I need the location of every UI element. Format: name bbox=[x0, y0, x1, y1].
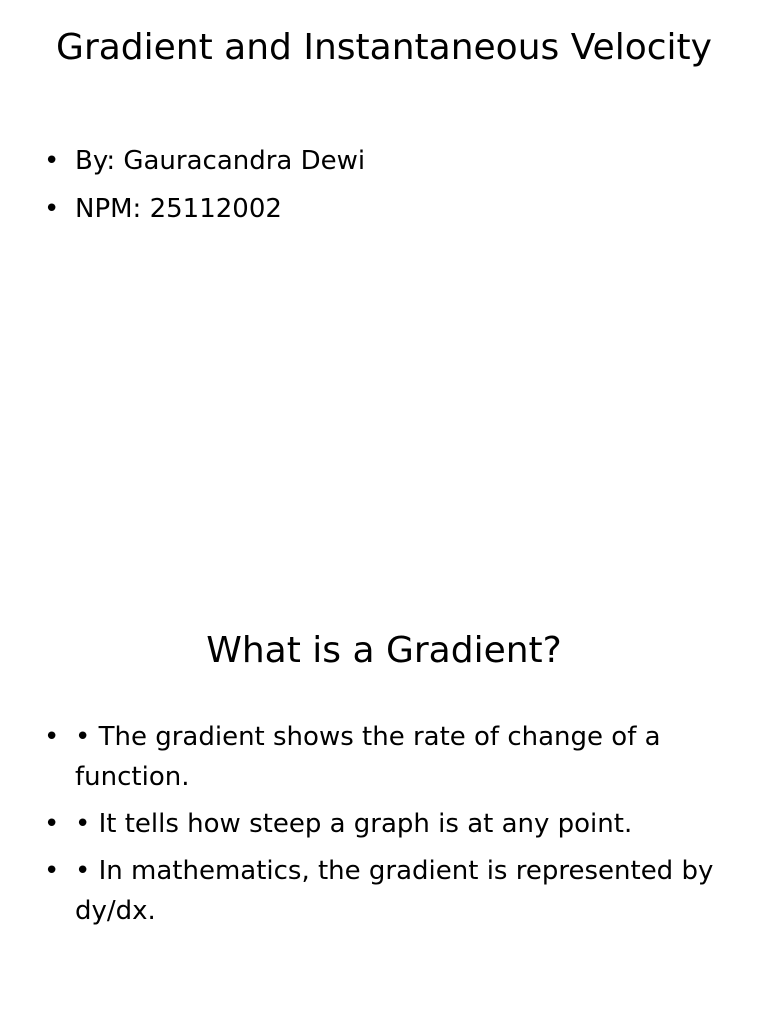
bullet-text: By: Gauracandra Dewi bbox=[75, 146, 366, 176]
bullet-item bbox=[40, 851, 720, 931]
bullet-item bbox=[40, 189, 720, 229]
bullet-text: • It tells how steep a graph is at any point. bbox=[75, 809, 633, 839]
bullet-dot-icon: • bbox=[44, 722, 60, 752]
bullet-item bbox=[40, 141, 720, 181]
slide-1-bullet-list bbox=[40, 141, 720, 237]
bullet-text: • The gradient shows the rate of change of a function. bbox=[75, 722, 661, 792]
bullet-item bbox=[40, 717, 720, 797]
bullet-dot-icon: • bbox=[44, 809, 60, 839]
slide-2-title: What is a Gradient? bbox=[206, 630, 562, 671]
slide-2-bullet-list bbox=[40, 717, 720, 938]
bullet-dot-icon: • bbox=[44, 146, 60, 176]
bullet-dot-icon: • bbox=[44, 194, 60, 224]
slide-2 bbox=[0, 512, 768, 1024]
slide-1-title: Gradient and Instantaneous Velocity bbox=[56, 27, 712, 68]
bullet-dot-icon: • bbox=[44, 856, 60, 886]
bullet-item bbox=[40, 804, 720, 844]
bullet-text: • In mathematics, the gradient is represented by dy/dx. bbox=[75, 856, 714, 926]
bullet-text: NPM: 25112002 bbox=[75, 194, 282, 224]
